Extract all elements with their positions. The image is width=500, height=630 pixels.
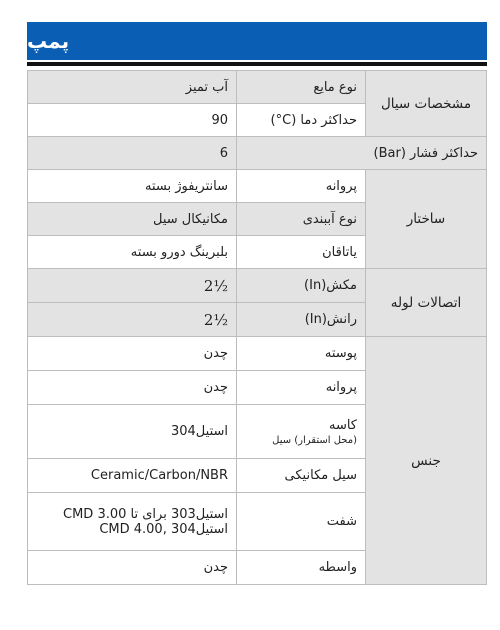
value-shaft-line2: استیل304 ,CMD 4.00 [99,521,228,537]
label-max-temp: حداکثر دما (C°) [237,104,366,137]
label-seal-housing [237,405,366,459]
label-max-pressure: حداکثر فشار (Bar) [237,137,487,170]
value-shaft [28,493,237,551]
label-bearing: یاتاقان [237,236,366,269]
table-row [28,170,487,203]
value-seal-type: مکانیکال سیل [28,203,237,236]
label-casing: پوسته [237,337,366,371]
label-impeller-material: پروانه [237,371,366,405]
value-impeller: سانتریفوژ بسته [28,170,237,203]
table-row [28,269,487,303]
table-row [28,337,487,371]
value-max-temp: 90 [28,104,237,137]
title-divider [27,62,487,66]
label-discharge: رانش(In) [237,303,366,337]
label-seal-type: نوع آببندی [237,203,366,236]
value-discharge: 2½ [28,303,237,337]
label-seal-housing-sub: (محل استقرار) سیل [272,434,357,446]
value-bearing: بلبرینگ دورو بسته [28,236,237,269]
label-shaft: شفت [237,493,366,551]
label-seal-housing-main: کاسه [328,417,357,433]
value-casing: چدن [28,337,237,371]
page-title-bar [27,22,487,60]
group-pipe-connections: اتصالات لوله [366,269,487,337]
value-liquid-type: آب تمیز [28,71,237,104]
group-fluid-specs: مشخصات سیال [366,71,487,137]
page-title: پمپ [27,29,70,53]
label-liquid-type: نوع مایع [237,71,366,104]
value-mechanical-seal: Ceramic/Carbon/NBR [28,459,237,493]
label-mechanical-seal: سیل مکانیکی [237,459,366,493]
table-row [28,137,487,170]
value-adapter: چدن [28,551,237,585]
label-suction: مکش(In) [237,269,366,303]
label-adapter: واسطه [237,551,366,585]
spec-table [27,70,487,585]
value-seal-housing: استیل304 [28,405,237,459]
value-max-pressure: 6 [28,137,237,170]
value-suction: 2½ [28,269,237,303]
group-material: جنس [366,337,487,585]
label-impeller: پروانه [237,170,366,203]
value-shaft-line1: استیل303 برای تا CMD 3.00 [63,506,228,522]
table-row [28,71,487,104]
group-structure: ساختار [366,170,487,269]
value-impeller-material: چدن [28,371,237,405]
